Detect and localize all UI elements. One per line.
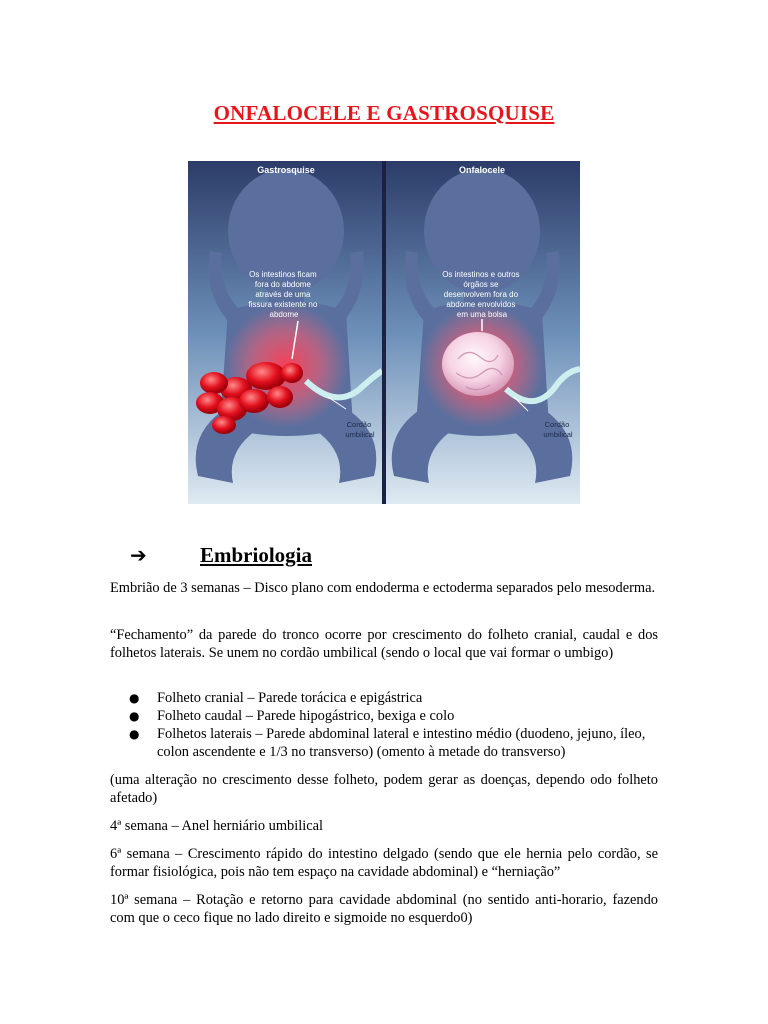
- paragraph: “Fechamento” da parede do tronco ocorre por crescimento do folheto cranial, caudal e dos folhetos laterais. Se unem no cordão umbilical (sendo o local que vai formar o umbigo): [110, 627, 658, 661]
- arrow-right-icon: ➔: [130, 543, 147, 567]
- list-item: ● Folhetos laterais – Parede abdominal lateral e intestino médio (duodeno, jejuno, íleo, colon ascendente e 1/3 no transverso) (omento à metade do transverso): [129, 726, 646, 760]
- list-item: ● Folheto cranial – Parede torácica e epigástrica: [129, 690, 423, 706]
- paragraph: 10ª semana – Rotação e retorno para cavidade abdominal (no sentido anti-horario, fazendo com que o ceco fique no lado direito e sigmoide no esquerdo0): [110, 892, 658, 926]
- page-title: ONFALOCELE E GASTROSQUISE: [213, 101, 555, 125]
- paragraph: 4ª semana – Anel herniário umbilical: [110, 818, 323, 834]
- bullet-icon: ●: [129, 709, 140, 723]
- left-panel-label: Gastrosquise: [257, 165, 315, 175]
- svg-text:Os intestinos e outros: Os intestinos e outros órgãos se desenvolvem fora do abdome envolvidos em uma bolsa: [442, 270, 520, 319]
- right-panel-label: Onfalocele: [458, 165, 506, 175]
- bullet-icon: ●: [129, 727, 140, 741]
- svg-text:Os intestinos ficam fo: Os intestinos ficam fora do abdome através de uma fissura existente no abdome: [248, 270, 318, 319]
- svg-text:Cordão umbilical: Cordão umbilical: [345, 420, 375, 439]
- section-title: Embriologia: [200, 542, 313, 567]
- paragraph: Embrião de 3 semanas – Disco plano com endoderma e ectoderma separados pelo mesoderma.: [110, 580, 656, 596]
- section-heading: [130, 541, 312, 569]
- bullet-icon: ●: [129, 691, 140, 705]
- paragraph: 6ª semana – Crescimento rápido do intestino delgado (sendo que ele hernia pelo cordão, se formar fisiológica, pois não tem espaço na cavidade abdominal) e “herniação”: [110, 846, 658, 880]
- list-item: ● Folheto caudal – Parede hipogástrico, bexiga e colo: [129, 708, 455, 724]
- omphalocele-panel: [386, 161, 580, 504]
- illustration-figure: [188, 161, 580, 504]
- svg-text:Cordão umbilical: Cordão umbilical: [543, 420, 573, 439]
- gastroschisis-panel: [188, 161, 382, 504]
- bullet-list: [110, 689, 658, 761]
- paragraph: (uma alteração no crescimento desse folheto, podem gerar as doenças, dependo odo folheto afetado): [110, 772, 658, 806]
